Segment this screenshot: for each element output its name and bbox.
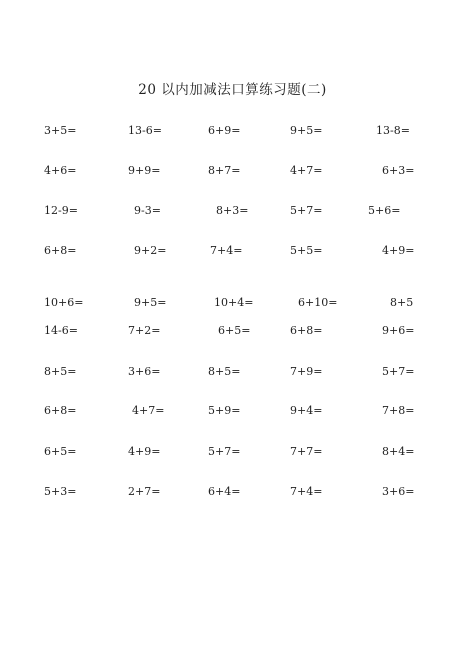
problem-r1-c5: 13-8=: [376, 124, 410, 137]
problem-r7-c2: 3+6=: [128, 365, 161, 378]
problem-r6-c3: 6+5=: [218, 324, 251, 337]
problem-r6-c5: 9+6=: [382, 324, 415, 337]
problem-r10-c4: 7+4=: [290, 485, 323, 498]
problem-r5-c2: 9+5=: [134, 296, 167, 309]
problem-r3-c2: 9-3=: [134, 204, 161, 217]
problem-row-3: [0, 203, 465, 219]
problem-r9-c5: 8+4=: [382, 445, 415, 458]
problem-row-8: [0, 403, 465, 419]
problem-r7-c4: 7+9=: [290, 365, 323, 378]
problem-r8-c3: 5+9=: [208, 404, 241, 417]
problem-r2-c2: 9+9=: [128, 164, 161, 177]
problem-r7-c5: 5+7=: [382, 365, 415, 378]
problem-r8-c2: 4+7=: [132, 404, 165, 417]
problem-r5-c5: 8+5: [390, 296, 414, 309]
problem-r9-c4: 7+7=: [290, 445, 323, 458]
problem-r4-c4: 5+5=: [290, 244, 323, 257]
problem-r5-c1: 10+6=: [44, 296, 84, 309]
problem-row-9: [0, 444, 465, 460]
problem-r3-c5: 5+6=: [368, 204, 401, 217]
problem-row-1: [0, 123, 465, 139]
problem-r2-c4: 4+7=: [290, 164, 323, 177]
problem-r4-c5: 4+9=: [382, 244, 415, 257]
problem-r1-c4: 9+5=: [290, 124, 323, 137]
problem-r3-c3: 8+3=: [216, 204, 249, 217]
problem-r10-c1: 5+3=: [44, 485, 77, 498]
problem-r1-c1: 3+5=: [44, 124, 77, 137]
problem-r9-c1: 6+5=: [44, 445, 77, 458]
problem-r3-c1: 12-9=: [44, 204, 78, 217]
problem-r8-c5: 7+8=: [382, 404, 415, 417]
problem-row-4: [0, 243, 465, 259]
problem-r2-c1: 4+6=: [44, 164, 77, 177]
problem-r5-c3: 10+4=: [214, 296, 254, 309]
problem-r4-c3: 7+4=: [210, 244, 243, 257]
problem-r10-c5: 3+6=: [382, 485, 415, 498]
problem-r3-c4: 5+7=: [290, 204, 323, 217]
problem-r2-c3: 8+7=: [208, 164, 241, 177]
problem-r1-c2: 13-6=: [128, 124, 162, 137]
problem-r10-c3: 6+4=: [208, 485, 241, 498]
problem-row-2: [0, 163, 465, 179]
problem-r6-c2: 7+2=: [128, 324, 161, 337]
problem-r6-c1: 14-6=: [44, 324, 78, 337]
problem-r10-c2: 2+7=: [128, 485, 161, 498]
problem-r7-c3: 8+5=: [208, 365, 241, 378]
problem-r9-c2: 4+9=: [128, 445, 161, 458]
problem-r8-c4: 9+4=: [290, 404, 323, 417]
problem-row-6: [0, 323, 465, 339]
problem-r2-c5: 6+3=: [382, 164, 415, 177]
problem-r4-c2: 9+2=: [134, 244, 167, 257]
problem-row-10: [0, 484, 465, 500]
problem-row-5: [0, 295, 465, 311]
problem-r4-c1: 6+8=: [44, 244, 77, 257]
problem-r7-c1: 8+5=: [44, 365, 77, 378]
problem-r1-c3: 6+9=: [208, 124, 241, 137]
problem-row-7: [0, 364, 465, 380]
worksheet-title: 20 以内加减法口算练习题(二): [138, 82, 327, 98]
problem-r8-c1: 6+8=: [44, 404, 77, 417]
problem-r6-c4: 6+8=: [290, 324, 323, 337]
problem-r9-c3: 5+7=: [208, 445, 241, 458]
problem-r5-c4: 6+10=: [298, 296, 338, 309]
